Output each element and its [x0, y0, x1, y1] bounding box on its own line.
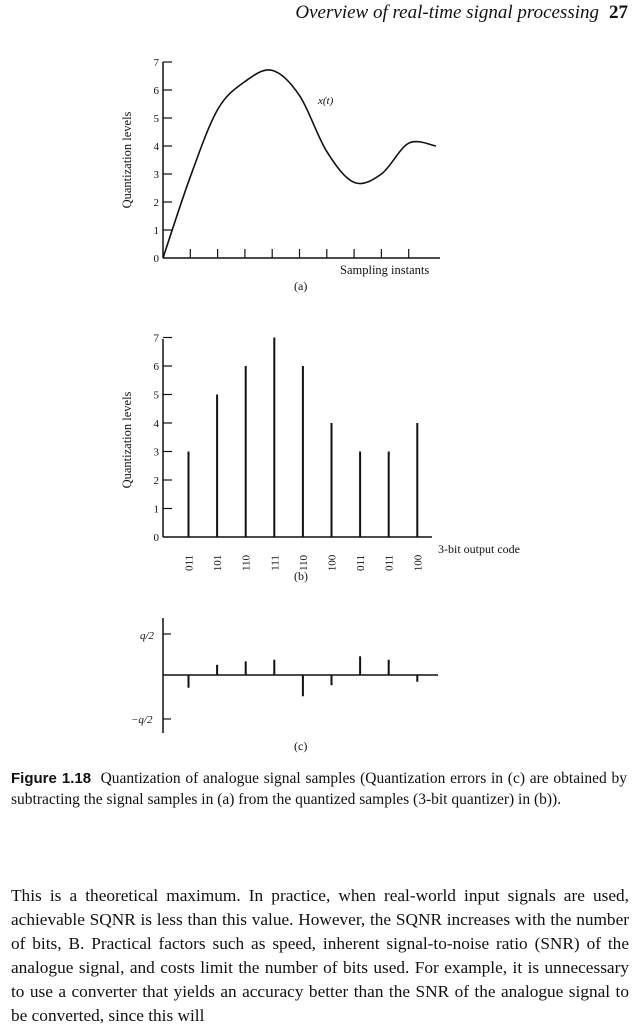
panel-a-curve-label: x(t): [318, 95, 334, 107]
panel-c-label: (c): [294, 739, 308, 753]
panel-a-y-tick-label: 0: [153, 253, 159, 265]
panel-c-bottom-tick-label: −q/2: [131, 714, 153, 726]
panel-a-y-tick-label: 2: [153, 197, 159, 209]
panel-c: [131, 618, 438, 753]
panel-b-code-label: 100: [326, 554, 339, 572]
panel-b-code-label: 011: [383, 554, 396, 572]
panel-b-y-tick-label: 4: [153, 418, 159, 430]
panel-b-code-label: 101: [212, 554, 225, 572]
panel-a-signal-curve: [163, 70, 436, 258]
panel-a-x-label: Sampling instants: [340, 263, 430, 277]
panel-b-y-tick-label: 2: [153, 475, 159, 487]
panel-a-y-tick-label: 4: [153, 141, 159, 153]
panel-b-y-tick-label: 7: [153, 332, 159, 345]
panel-c-top-tick-label: q/2: [140, 630, 155, 642]
panel-b-y-tick-label: 3: [153, 446, 159, 459]
panel-b-y-tick-label: 1: [153, 503, 159, 516]
panel-b-y-tick-label: 5: [153, 389, 159, 402]
panel-a-y-tick-label: 1: [153, 225, 159, 237]
panel-a-label: (a): [294, 279, 308, 293]
panel-b-label: (b): [294, 569, 308, 583]
panel-b-y-label: Quantization levels: [120, 391, 134, 489]
figure-caption: [11, 768, 627, 810]
panel-b: [120, 333, 520, 584]
figure-caption-text: Quantization of analogue signal samples (Quantization errors in (c) are obtained by subtracting the signal samples in (a) from the quantized samples (3-bit quantizer) in (b)).: [11, 770, 628, 808]
panel-b-code-label: 110: [297, 554, 310, 572]
panel-a-y-label: Quantization levels: [120, 111, 134, 209]
figure-caption-label: Figure 1.18: [11, 770, 92, 787]
panel-b-code-label: 011: [355, 554, 368, 572]
panel-b-code-label: 111: [269, 555, 282, 571]
panel-b-code-label: 110: [240, 554, 253, 572]
panel-a: [120, 57, 440, 293]
panel-a-y-tick-label: 3: [153, 169, 159, 181]
panel-b-y-tick-label: 0: [153, 532, 159, 544]
page-number: 27: [609, 2, 628, 23]
panel-a-y-tick-label: 6: [153, 85, 159, 97]
panel-a-y-tick-label: 7: [153, 57, 159, 69]
panel-b-x-label: 3-bit output code: [438, 542, 520, 556]
panel-b-code-label: 100: [412, 554, 425, 572]
panel-b-code-label: 011: [183, 554, 196, 572]
body-paragraph: This is a theoretical maximum. In practice, when real-world input signals are used, achievable SQNR is less than this value. However, the SQNR increases with the number of bits, B. Practical factors such as speed, inherent signal-to-noise ratio (SNR) of the analogue signal, and costs limit the number of bits used. For example, it is unnecessary to use a converter that yields an accuracy better than the SNR of the analogue signal to be converted, since this will: [11, 886, 629, 1025]
panel-b-y-tick-label: 6: [153, 361, 159, 373]
panel-a-y-tick-label: 5: [153, 113, 159, 125]
running-header-title: Overview of real-time signal processing: [295, 2, 599, 23]
